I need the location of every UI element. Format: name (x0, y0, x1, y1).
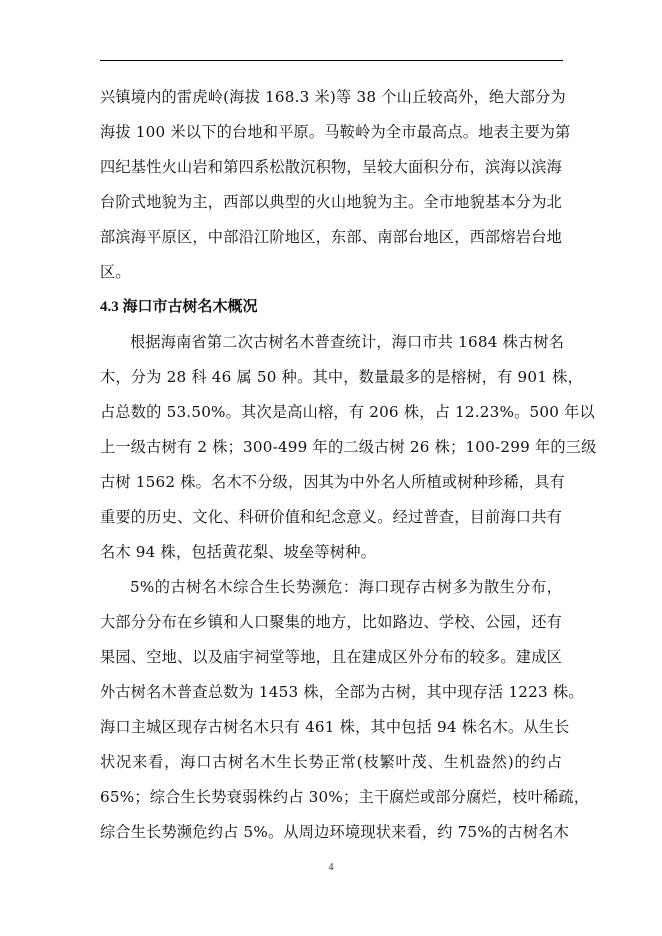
text-line: 海拔 100 米以下的台地和平原。马鞍岭为全市最高点。地表主要为第 (100, 123, 571, 141)
text-line: 四纪基性火山岩和第四系松散沉积物，呈较大面积分布，滨海以滨海 (100, 158, 562, 176)
text-line: 木，分为 28 科 46 属 50 种。其中，数量最多的是榕树，有 901 株， (100, 368, 583, 386)
header-rule (100, 60, 563, 61)
text-line: 状况来看，海口古树名木生长势正常(枝繁叶茂、生机盎然)的约占 (100, 753, 562, 771)
text-line: 果园、空地、以及庙宇祠堂等地，且在建成区外分布的较多。建成区 (100, 648, 562, 666)
text-line: 海口主城区现存古树名木只有 461 株，其中包括 94 株名木。从生长 (100, 718, 570, 736)
text-line: 5%的古树名木综合生长势濒危：海口现存古树多为散生分布， (130, 578, 562, 596)
text-line: 大部分分布在乡镇和人口聚集的地方，比如路边、学校、公园，还有 (100, 613, 562, 631)
text-line: 古树 1562 株。名木不分级，因其为中外名人所植或树种珍稀，具有 (100, 473, 565, 491)
paragraph-2 (100, 570, 590, 850)
text-line: 综合生长势濒危约占 5%。从周边环境现状来看，约 75%的古树名木 (100, 823, 569, 841)
text-line: 重要的历史、文化、科研价值和纪念意义。经过普查，目前海口共有 (100, 508, 562, 526)
text-line: 兴镇境内的雷虎岭(海拔 168.3 米)等 38 个山丘较高外，绝大部分为 (100, 88, 566, 106)
text-line: 外古树名木普查总数为 1453 株，全部为古树，其中现存活 1223 株。 (100, 683, 584, 701)
paragraph-continuation (100, 80, 571, 290)
text-line: 上一级古树有 2 株；300-499 年的二级古树 26 株；100-299 年的三级 (100, 438, 597, 456)
page-number: 4 (328, 862, 334, 873)
text-line: 占总数的 53.50%。其次是高山榕，有 206 株，占 12.23%。500 年以 (100, 403, 595, 421)
text-line: 名木 94 株，包括黄花梨、坡垒等树种。 (100, 543, 376, 561)
text-line: 65%；综合生长势衰弱株约占 30%；主干腐烂或部分腐烂，枝叶稀疏， (100, 788, 590, 806)
document-page (100, 80, 597, 850)
text-line: 台阶式地貌为主，西部以典型的火山地貌为主。全市地貌基本分为北 (100, 193, 562, 211)
text-line: 根据海南省第二次古树名木普查统计，海口市共 1684 株古树名 (130, 333, 565, 351)
paragraph-1 (100, 325, 597, 570)
text-line: 区。 (100, 263, 131, 281)
text-line: 部滨海平原区，中部沿江阶地区，东部、南部台地区，西部熔岩台地 (100, 228, 562, 246)
section-heading: 4.3 海口市古树名木概况 (100, 299, 258, 315)
